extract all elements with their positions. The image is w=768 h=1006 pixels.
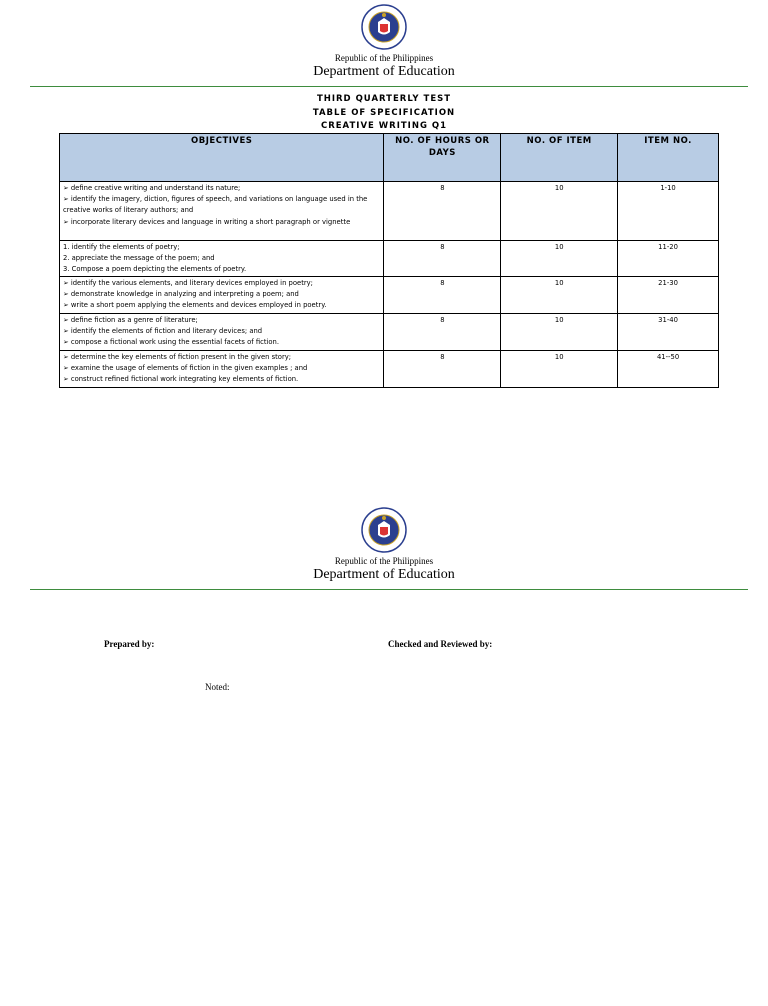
hours-cell: 8 bbox=[384, 350, 501, 387]
objectives-cell bbox=[60, 276, 384, 313]
republic-label: Republic of the Philippines bbox=[334, 53, 434, 63]
objective-line: ➢ identify the elements of fiction and literary devices; and bbox=[63, 326, 263, 335]
objectives-cell bbox=[60, 313, 384, 350]
objective-line: ➢ determine the key elements of fiction present in the given story; bbox=[63, 352, 292, 361]
table-row bbox=[60, 182, 719, 241]
table-row bbox=[60, 350, 719, 387]
checked-by-label: Checked and Reviewed by: bbox=[388, 639, 493, 649]
prepared-by-label: Prepared by: bbox=[104, 639, 155, 649]
item-no-cell: 41--50 bbox=[618, 350, 719, 387]
department-title: Department of Education bbox=[313, 64, 455, 79]
document-titles bbox=[0, 93, 768, 134]
title-line-1: THIRD QUARTERLY TEST bbox=[316, 94, 452, 104]
objective-line: ➢ define fiction as a genre of literature; bbox=[63, 315, 198, 324]
table-row bbox=[60, 313, 719, 350]
hours-cell: 8 bbox=[384, 182, 501, 241]
table-row bbox=[60, 276, 719, 313]
items-cell: 10 bbox=[501, 276, 618, 313]
deped-seal-icon bbox=[361, 4, 407, 50]
objective-line: ➢ incorporate literary devices and language in writing a short paragraph or vignette bbox=[63, 217, 351, 226]
objective-line: 1. identify the elements of poetry; bbox=[63, 243, 180, 251]
table-header-row bbox=[60, 134, 719, 182]
item-no-cell: 11-20 bbox=[618, 241, 719, 277]
item-no-cell: 1-10 bbox=[618, 182, 719, 241]
header-divider bbox=[30, 86, 748, 87]
noted-label: Noted: bbox=[205, 682, 230, 692]
items-cell: 10 bbox=[501, 241, 618, 277]
objective-line: ➢ write a short poem applying the elements and devices employed in poetry. bbox=[63, 301, 327, 310]
objective-line: ➢ identify the imagery, diction, figures of speech, and variations on language used in the creative works of literary authors; and bbox=[63, 195, 368, 215]
items-cell: 10 bbox=[501, 182, 618, 241]
title-line-2: TABLE OF SPECIFICATION bbox=[312, 107, 456, 118]
hours-cell: 8 bbox=[384, 241, 501, 277]
items-cell: 10 bbox=[501, 350, 618, 387]
header-item-no: ITEM NO. bbox=[618, 134, 719, 182]
objectives-cell bbox=[60, 182, 384, 241]
header-items: NO. OF ITEM bbox=[501, 134, 618, 182]
objective-line: ➢ compose a fictional work using the essential facets of fiction. bbox=[63, 338, 280, 347]
header-hours: NO. OF HOURS OR DAYS bbox=[384, 134, 501, 182]
page1-header bbox=[0, 4, 768, 80]
items-cell: 10 bbox=[501, 313, 618, 350]
objective-line: ➢ demonstrate knowledge in analyzing and interpreting a poem; and bbox=[63, 289, 299, 298]
objective-line: ➢ identify the various elements, and literary devices employed in poetry; bbox=[63, 278, 313, 287]
specification-table bbox=[59, 133, 719, 388]
objective-line: ➢ construct refined fictional work integrating key elements of fiction. bbox=[63, 375, 299, 384]
objectives-cell bbox=[60, 350, 384, 387]
objective-line: 2. appreciate the message of the poem; and bbox=[63, 254, 215, 263]
objectives-cell bbox=[60, 241, 384, 277]
hours-cell: 8 bbox=[384, 276, 501, 313]
deped-seal-icon bbox=[361, 507, 407, 553]
page2-header bbox=[0, 507, 768, 583]
header-objectives: OBJECTIVES bbox=[60, 134, 384, 182]
republic-label: Republic of the Philippines bbox=[334, 556, 434, 566]
hours-cell: 8 bbox=[384, 313, 501, 350]
item-no-cell: 31-40 bbox=[618, 313, 719, 350]
header-divider bbox=[30, 589, 748, 590]
title-line-3: CREATIVE WRITING Q1 bbox=[320, 121, 448, 131]
item-no-cell: 21-30 bbox=[618, 276, 719, 313]
department-title: Department of Education bbox=[313, 567, 455, 582]
objective-line: ➢ examine the usage of elements of fiction in the given examples ; and bbox=[63, 363, 308, 372]
table-row bbox=[60, 241, 719, 277]
objective-line: ➢ define creative writing and understand its nature; bbox=[63, 184, 241, 192]
objective-line: 3. Compose a poem depicting the elements of poetry. bbox=[63, 265, 247, 274]
